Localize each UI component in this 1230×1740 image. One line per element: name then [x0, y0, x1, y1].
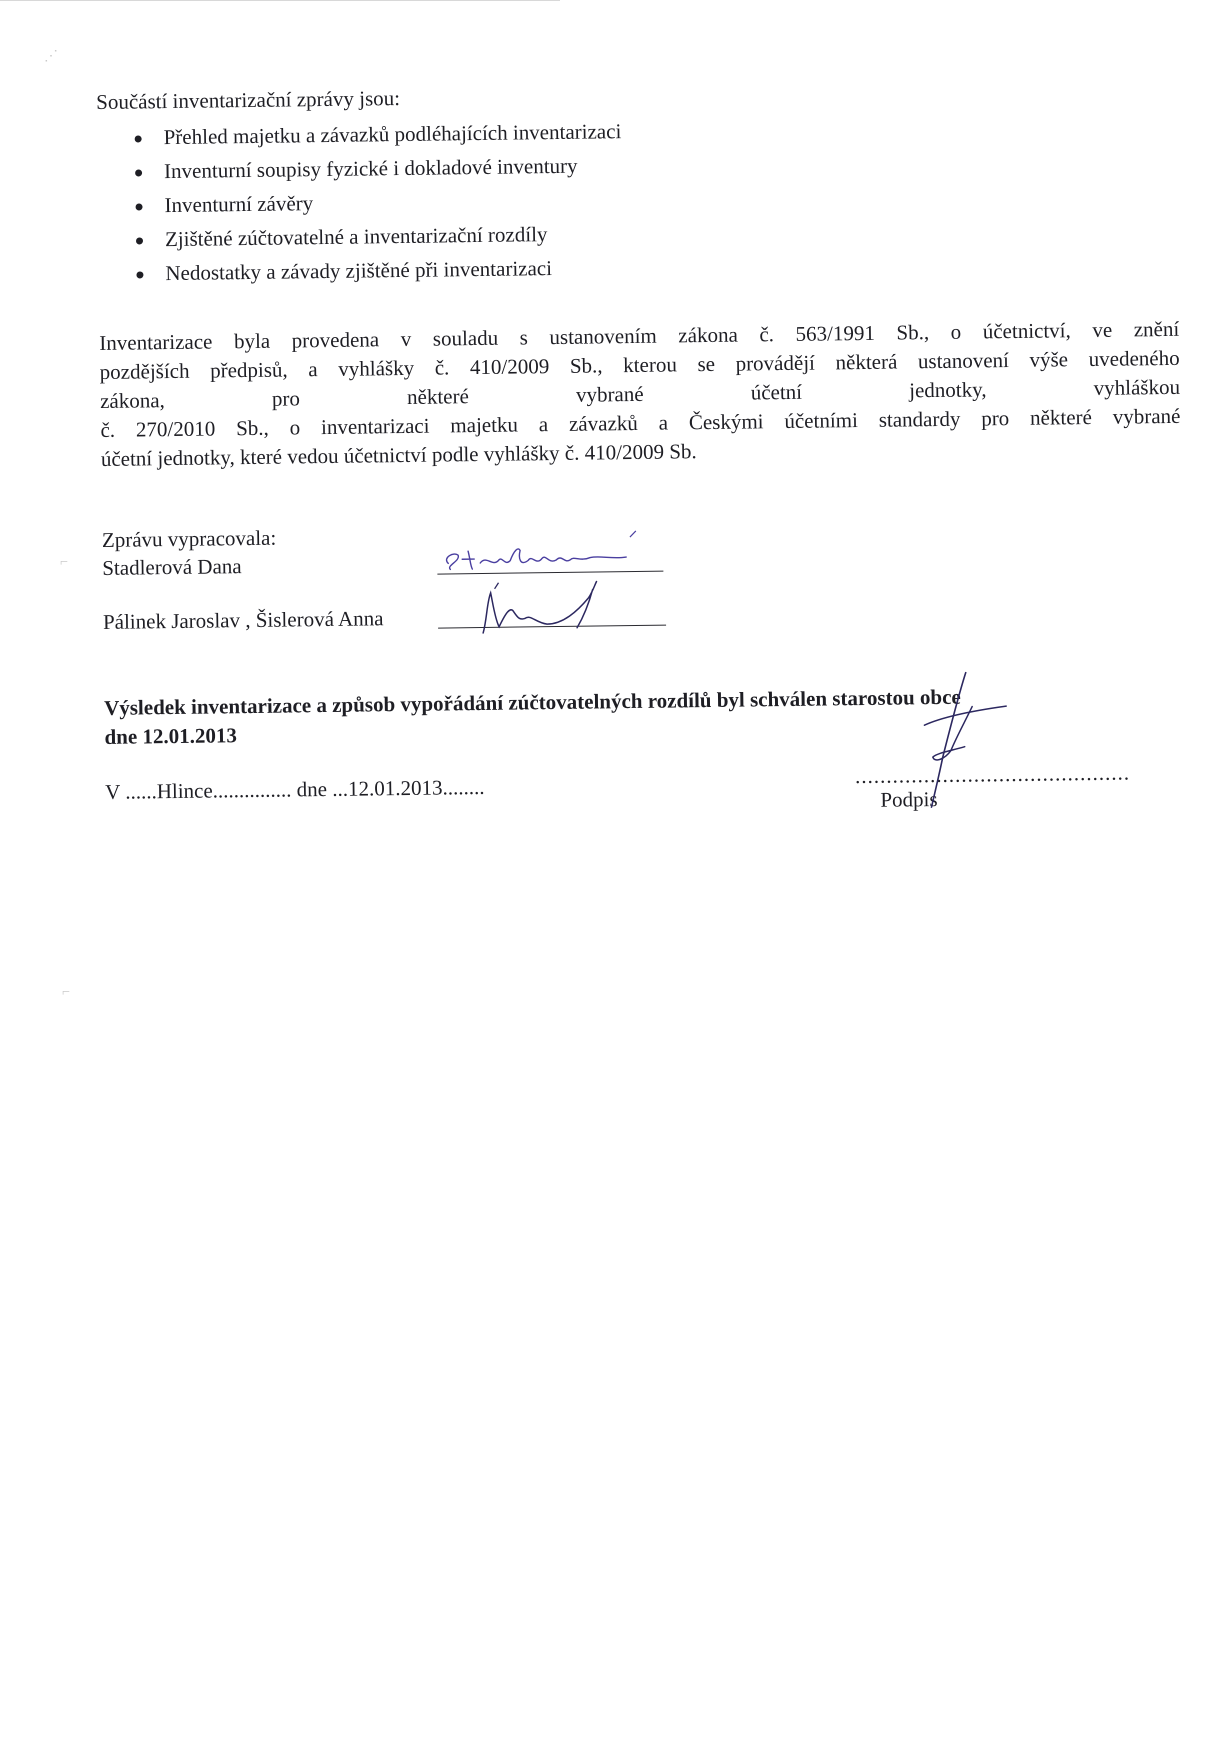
preparer-signature — [440, 531, 661, 576]
approval-date-line: dne 12.01.2013 — [104, 723, 238, 749]
commission-members: Pálinek Jaroslav , Šislerová Anna — [102, 606, 384, 634]
approval-statement — [104, 680, 1185, 752]
list-item: Zjištěné zúčtovatelné a inventarizační rozdíly — [98, 209, 1178, 257]
list-item: Přehled majetku a závazků podléhajících inventarizaci — [96, 107, 1176, 155]
preparer-name: Stadlerová Dana — [102, 554, 242, 580]
intro-heading: Součástí inventarizační zprávy jsou: — [96, 86, 401, 114]
scan-speckle: ⌐ — [62, 985, 70, 1000]
signature-label: Podpis — [880, 787, 938, 812]
scan-edge-line — [0, 0, 560, 1]
prepared-by-label: Zprávu vypracovala: — [101, 525, 277, 552]
legal-line: pozdějších předpisů, a vyhlášky č. 410/2009 Sb., kterou se provádějí některá ustanovení výše uvedeného — [99, 345, 1180, 384]
list-item: Inventurní závěry — [97, 175, 1177, 223]
legal-line: č. 270/2010 Sb., o inventarizaci majetku a závazků a Českými účetními standardy pro některé vybrané — [100, 403, 1181, 442]
list-item: Inventurní soupisy fyzické i dokladové inventury — [97, 141, 1177, 189]
legal-line: zákona, pro některé vybrané účetní jednotky, vyhláškou — [99, 374, 1181, 413]
place-and-date: V ......Hlince............... dne ...12.01.2013........ — [105, 774, 485, 804]
legal-line: Inventarizace byla provedena v souladu s ustanovením zákona č. 563/1991 Sb., o účetnictví, ve znění — [99, 316, 1180, 355]
signature-block — [102, 512, 1184, 666]
legal-paragraph — [99, 315, 1181, 474]
members-signature — [472, 577, 623, 639]
report-body — [96, 74, 1186, 838]
mayor-signature — [894, 666, 1016, 818]
place-date-block — [105, 760, 1186, 838]
scan-speckle: ⌐ — [60, 555, 68, 570]
legal-line: účetní jednotky, které vedou účetnictví podle vyhlášky č. 410/2009 Sb. — [100, 439, 697, 471]
scan-speckle: ⋰ — [44, 49, 58, 64]
contents-list — [96, 107, 1178, 291]
list-item: Nedostatky a závady zjištěné při inventarizaci — [98, 243, 1178, 291]
approval-line: Výsledek inventarizace a způsob vypořádání zúčtovatelných rozdílů byl schválen starostou obce — [103, 684, 961, 720]
signature-dotted-line: ............................................ — [854, 760, 1131, 789]
